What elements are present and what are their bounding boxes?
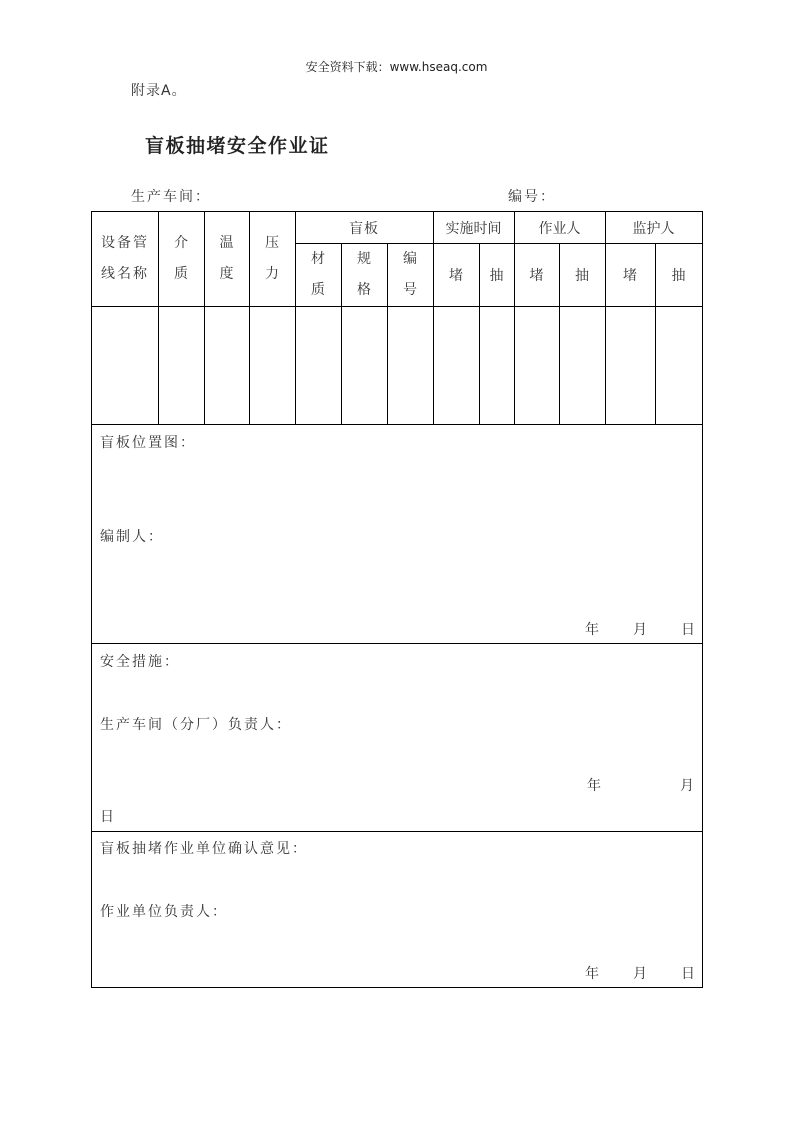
location-date-month: 月 <box>633 622 649 638</box>
header-impl-time: 实施时间 <box>445 220 502 237</box>
safety-date-month: 月 <box>680 778 696 794</box>
header-blind-plate: 盲板 <box>349 220 379 237</box>
header-operator-plug: 堵 <box>529 268 544 284</box>
preparer-label: 编制人： <box>100 529 164 545</box>
header-impl-plug: 堵 <box>449 268 463 284</box>
location-date-day: 日 <box>681 622 697 638</box>
header-operator: 作业人 <box>538 220 581 237</box>
confirm-date-day: 日 <box>681 966 697 982</box>
unit-manager-label: 作业单位负责人： <box>100 904 228 920</box>
safety-date-year: 年 <box>587 778 603 794</box>
location-date-year: 年 <box>585 622 601 638</box>
confirm-date-year: 年 <box>585 966 601 982</box>
header-supervisor: 监护人 <box>632 220 675 237</box>
appendix-note: 附录A。 <box>131 83 187 99</box>
data-row-bottom-line <box>92 424 702 425</box>
section-divider-2 <box>92 831 702 832</box>
workshop-manager-label: 生产车间（分厂）负责人： <box>100 717 292 733</box>
site-header: 安全资料下载：www.hseaq.com <box>305 60 488 74</box>
header-pressure: 压 力 <box>265 235 279 282</box>
section-divider-1 <box>92 643 702 644</box>
header-bottom-line <box>92 306 702 307</box>
number-label: 编号： <box>508 189 556 205</box>
header-medium: 介 质 <box>174 235 188 282</box>
header-material: 材 质 <box>311 251 325 298</box>
header-operator-pull: 抽 <box>575 268 589 284</box>
header-code: 编 号 <box>403 251 417 298</box>
header-supervisor-pull: 抽 <box>671 268 686 284</box>
permit-table <box>91 211 703 988</box>
header-supervisor-plug: 堵 <box>623 268 637 284</box>
workshop-label: 生产车间： <box>131 189 211 205</box>
header-impl-pull: 抽 <box>489 268 504 284</box>
safety-measures-label: 安全措施： <box>100 654 180 670</box>
confirmation-label: 盲板抽堵作业单位确认意见： <box>100 841 308 857</box>
confirm-date-month: 月 <box>633 966 649 982</box>
header-temperature: 温 度 <box>219 235 234 282</box>
location-diagram-label: 盲板位置图： <box>100 435 196 451</box>
header-spec: 规 格 <box>357 251 371 298</box>
page-title: 盲板抽堵安全作业证 <box>145 135 330 157</box>
safety-date-day: 日 <box>100 809 116 825</box>
header-equipment: 设备管 线名称 <box>101 235 149 282</box>
